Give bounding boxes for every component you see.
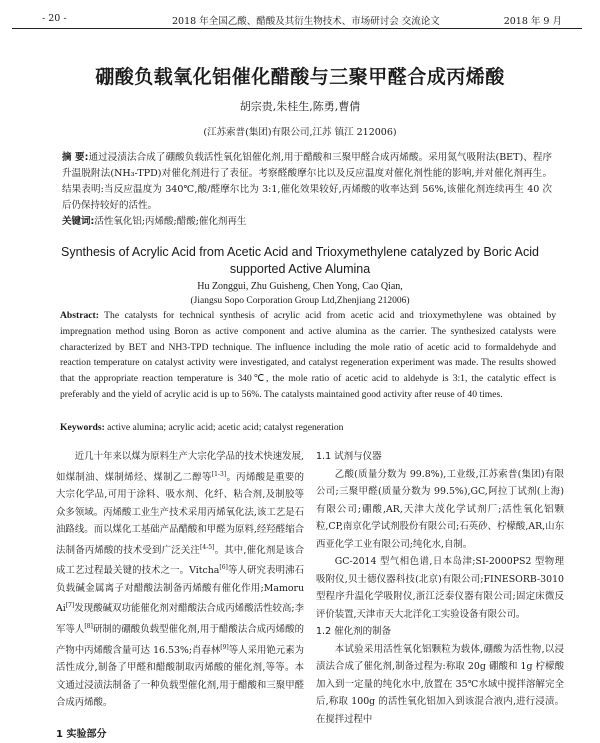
authors-en: Hu Zonggui, Zhu Guisheng, Chen Yong, Cao Qian, xyxy=(197,281,403,292)
keywords-en-label: Keywords: xyxy=(60,422,105,433)
subsection-heading-reagents: 1.1 试剂与仪器 xyxy=(316,451,382,462)
keywords-cn xyxy=(62,213,552,227)
abstract-en xyxy=(60,308,556,403)
issue-date: 2018 年 9 月 xyxy=(503,16,562,27)
citation-ref: [6] xyxy=(219,564,228,572)
body-column-left xyxy=(56,448,304,743)
abstract-cn-text: 通过浸渍法合成了硼酸负载活性氧化铝催化剂,用于醋酸和三聚甲醛合成丙烯酸。采用氮气吸附法(BET)、程序升温脱附法(NH₃-TPD)对催化剂进行了表征。考察醛酸摩尔比以及反应温度对催化剂性能的影响,并对催化剂再生。结果表明:当反应温度为 340℃,酸/醛摩尔比为 3:1,催化效果较好,丙烯酸的收率达到 56%,该催化剂连续再生 40 次后仍保持较好的活性。 xyxy=(62,152,553,211)
page-number: - 20 - xyxy=(42,13,67,24)
paper-title-en: Synthesis of Acrylic Acid from Acetic Acid and Trioxymethylene catalyzed by Boric Acid supported Active Alumina xyxy=(61,245,539,276)
keywords-cn-text: 活性氧化铝;丙烯酸;醋酸;催化剂再生 xyxy=(94,216,247,227)
intro-text-5: 发现酸碱双功能催化剂对醋酸法合成丙烯酸活性较高;李军等人 xyxy=(56,603,304,636)
intro-text-4: 等人研究表明沸石负载碱金属离子对醋酸法制备丙烯酸有催化作用;Mamoru Ai xyxy=(56,565,304,615)
journal-name: 2018 年全国乙酸、醋酸及其衍生物技术、市场研讨会 交流论文 xyxy=(172,16,440,27)
citation-ref: [7] xyxy=(65,602,75,610)
intro-text-7: 等人采用铯元素为活性成分,制备了甲醛和醋酸制取丙烯酸的催化剂,等等。本文通过浸渍法制备了一种负载型催化剂,用于醋酸和三聚甲醛合成丙烯酸。 xyxy=(56,644,304,709)
reagents-paragraph: 乙酸(质量分数为 99.8%),工业级,江苏索普(集团)有限公司;三聚甲醛(质量分数为 99.5%),GC,阿拉丁试剂(上海)有限公司;硼酸,AR,天津大茂化学试剂厂;活性氧化铝颗粒,CP,南京化学试剂股份有限公司;石英砂、柠檬酸,AR,山东西亚化学工业有限公司;纯化水,自制。 xyxy=(316,468,564,550)
section-heading-experimental: 1 实验部分 xyxy=(56,728,107,740)
abstract-cn xyxy=(62,150,552,214)
authors-cn: 胡宗贵,朱桂生,陈勇,曹倩 xyxy=(239,100,361,113)
affiliation-en: (Jiangsu Sopo Corporation Group Ltd,Zhenjiang 212006) xyxy=(190,296,410,306)
intro-text-1: 近几十年来以煤为原料生产大宗化学品的技术快速发展,如煤制油、煤制烯烃、煤制乙二醇等 xyxy=(56,451,304,483)
paper-title-cn: 硼酸负载氧化铝催化醋酸与三聚甲醛合成丙烯酸 xyxy=(95,66,505,88)
keywords-en xyxy=(60,422,556,433)
intro-text-6: 研制的硼酸负载型催化剂,用于醋酸法合成丙烯酸的产物中丙烯酸含量可达 16.53%;肖春林 xyxy=(56,624,304,656)
instruments-paragraph: GC-2014 型气相色谱,日本岛津;SI-2000PS2 型物理吸附仪,贝士德仪器科技(北京)有限公司;FINESORB-3010 型程序升温化学吸附仪,浙江泛泰仪器有限公司;固定床微反评价装置,天津市天大北洋化工实验设备有限公司。 xyxy=(316,556,564,620)
citation-ref: [9] xyxy=(220,643,229,651)
abstract-cn-label: 摘 要: xyxy=(62,152,89,163)
subsection-heading-catalyst-prep: 1.2 催化剂的制备 xyxy=(316,626,392,637)
catalyst-prep-paragraph: 本试验采用活性氧化铝颗粒为载体,硼酸为活性物,以浸渍法合成了催化剂,制备过程为:称取 20g 硼酸和 1g 柠檬酸加入到一定量的纯化水中,放置在 35℃水域中搅拌溶解完全后,称取 100g 的活性氧化铝加入到该混合液内,进行浸渍。在搅拌过程中 xyxy=(316,643,564,725)
body-column-right xyxy=(316,448,564,728)
abstract-en-text: The catalysts for technical synthesis of acrylic acid from acetic acid and trioxymethylene was obtained by impregnation method using Boron as active component and active alumina as the carrier. The synthesized catalysts were characterized by BET and NH3-TPD technique. The influence including the mole ratio of acetic acid to formaldehyde and reaction temperature on catalyst activity were investigated, and catalyst regeneration experiment was made. The results showed that the appropriate reaction temperature is 340℃, the mole ratio of acetic acid to aldehyde is 3:1, the catalytic effect is preferably and the yield of acrylic acid is up to 56%. The catalysts maintained good activity after reuse of 40 times. xyxy=(60,310,556,400)
citation-ref: [4-5] xyxy=(200,543,215,551)
affiliation-cn: (江苏索普(集团)有限公司,江苏 镇江 212006) xyxy=(203,127,397,138)
abstract-en-label: Abstract: xyxy=(60,310,99,321)
page-header xyxy=(12,12,582,29)
citation-ref: [8] xyxy=(84,623,93,630)
intro-text-2: 。丙烯酸是重要的大宗化学品,可用于涂料、吸水剂、化纤、粘合剂,及制胶等众多领域。丙烯酸工业生产技术采用丙烯氧化法,该工艺是石油路线。而以煤化工基础产品醋酸和甲醛为原料,经羟醛缩合法制备丙烯酸的技术受到广泛关注 xyxy=(56,471,304,556)
citation-ref: [1-3] xyxy=(211,470,227,478)
intro-paragraph xyxy=(56,448,304,712)
intro-text-3: 。其中,催化剂是该合成工艺过程最关键的技术之一。Vitcha xyxy=(56,544,304,577)
keywords-cn-label: 关键词: xyxy=(62,216,95,227)
keywords-en-text: active alumina; acrylic acid; acetic acid; catalyst regeneration xyxy=(107,422,344,433)
